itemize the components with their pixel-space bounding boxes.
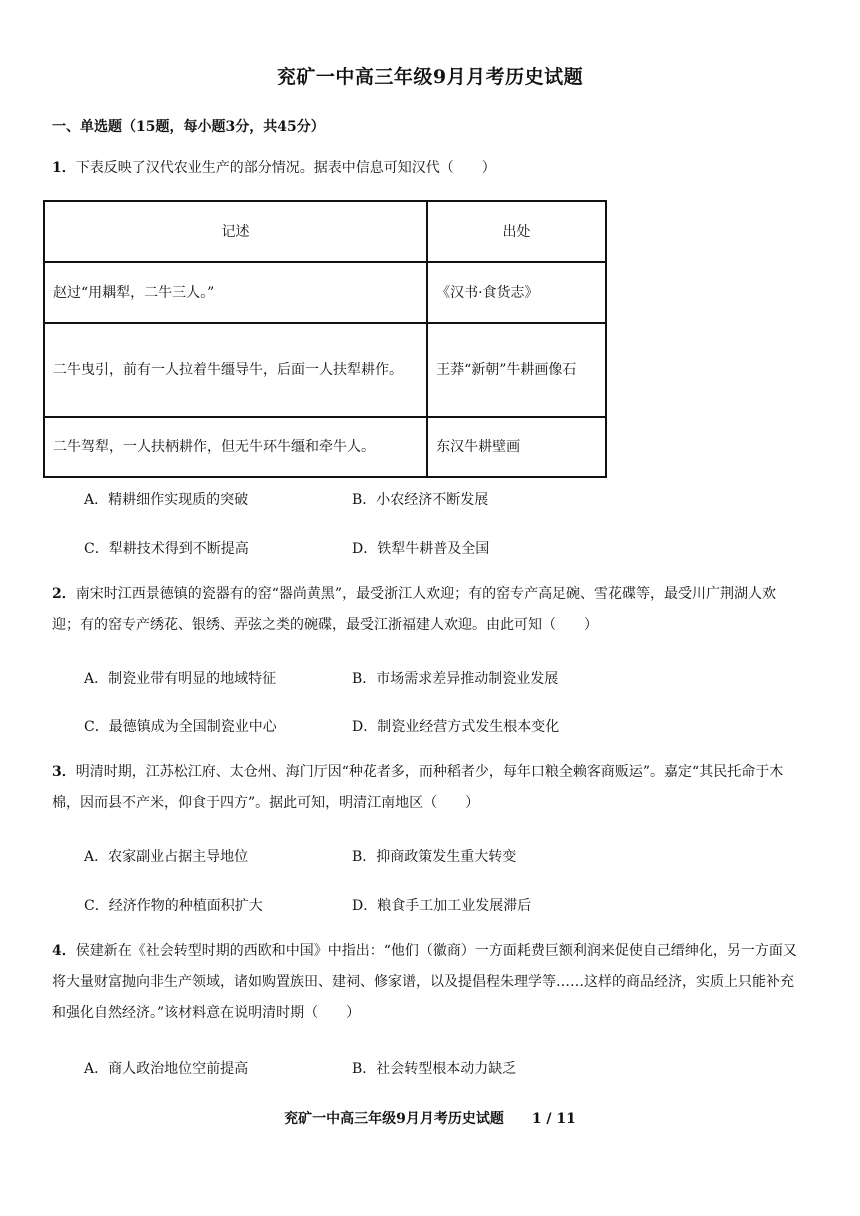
option-a[interactable]: A．精耕细作实现质的突破: [84, 492, 249, 508]
option-b[interactable]: B．社会转型根本动力缺乏: [352, 1061, 517, 1077]
page-title: 兖矿一中高三年级9月月考历史试题: [276, 66, 584, 88]
question-number: 3．: [52, 764, 76, 780]
question-number: 4．: [52, 943, 76, 959]
option-d[interactable]: D．制瓷业经营方式发生根本变化: [352, 719, 560, 735]
table-cell: 东汉牛耕壁画: [427, 417, 606, 477]
table-row: [44, 417, 606, 477]
option-c[interactable]: C．经济作物的种植面积扩大: [84, 898, 263, 914]
question-number: 1．: [52, 160, 76, 176]
option-a[interactable]: A．商人政治地位空前提高: [84, 1061, 249, 1077]
question-text: 侯建新在《社会转型时期的西欧和中国》中指出：“他们（徽商）一方面耗费巨额利润来促使自己缙绅化，另一方面又将大量财富抛向非生产领域，诸如购置族田、建祠、修家谱，以及提倡程朱理学等……这样的商品经济，实质上只能补充和强化自然经济。”该材料意在说明清时期（ ）: [52, 943, 797, 1021]
table-cell: 二牛驾犁，一人扶柄耕作，但无牛环牛缰和牵牛人。: [44, 417, 427, 477]
table-row: [44, 262, 606, 323]
option-d[interactable]: D．粮食手工加工业发展滞后: [352, 898, 532, 914]
table-cell: 《汉书·食货志》: [427, 262, 606, 323]
option-b[interactable]: B．市场需求差异推动制瓷业发展: [352, 671, 559, 687]
option-b[interactable]: B．抑商政策发生重大转变: [352, 849, 517, 865]
data-table: [43, 200, 607, 478]
option-c[interactable]: C．最德镇成为全国制瓷业中心: [84, 719, 277, 735]
option-a[interactable]: A．农家副业占据主导地位: [84, 849, 249, 865]
table-cell: 王莽“新朝”牛耕画像石: [427, 323, 606, 417]
table-header-cell: 出处: [427, 201, 606, 262]
table-header-cell: 记述: [44, 201, 427, 262]
question-2: [52, 579, 804, 641]
question-3: [52, 757, 804, 819]
table-row: [44, 323, 606, 417]
option-a[interactable]: A．制瓷业带有明显的地域特征: [84, 671, 277, 687]
option-d[interactable]: D．铁犁牛耕普及全国: [352, 541, 490, 557]
table-cell: 赵过“用耦犁，二牛三人。”: [44, 262, 427, 323]
question-text: 明清时期，江苏松江府、太仓州、海门厅因“种花者多，而种稻者少，每年口粮全赖客商贩运”。嘉定“其民托命于木棉，因而县不产米，仰食于四方”。据此可知，明清江南地区（ ）: [52, 764, 784, 811]
option-b[interactable]: B．小农经济不断发展: [352, 492, 489, 508]
page-footer: 兖矿一中高三年级9月月考历史试题 1 / 11: [284, 1111, 576, 1127]
option-c[interactable]: C．犁耕技术得到不断提高: [84, 541, 249, 557]
question-4: [52, 936, 804, 1029]
table-cell: 二牛曳引，前有一人拉着牛缰导牛，后面一人扶犁耕作。: [44, 323, 427, 417]
question-number: 2．: [52, 586, 76, 602]
question-1: [52, 153, 804, 184]
section-heading: 一、单选题（15题，每小题3分，共45分）: [52, 119, 325, 135]
table-header-row: [44, 201, 606, 262]
question-text: 南宋时江西景德镇的瓷器有的窑“器尚黄黑”，最受浙江人欢迎；有的窑专产高足碗、雪花碟等，最受川广荆湖人欢迎；有的窑专产绣花、银绣、弄弦之类的碗碟，最受江浙福建人欢迎。由此可知（ ）: [52, 586, 777, 633]
question-text: 下表反映了汉代农业生产的部分情况。据表中信息可知汉代（ ）: [75, 160, 496, 176]
